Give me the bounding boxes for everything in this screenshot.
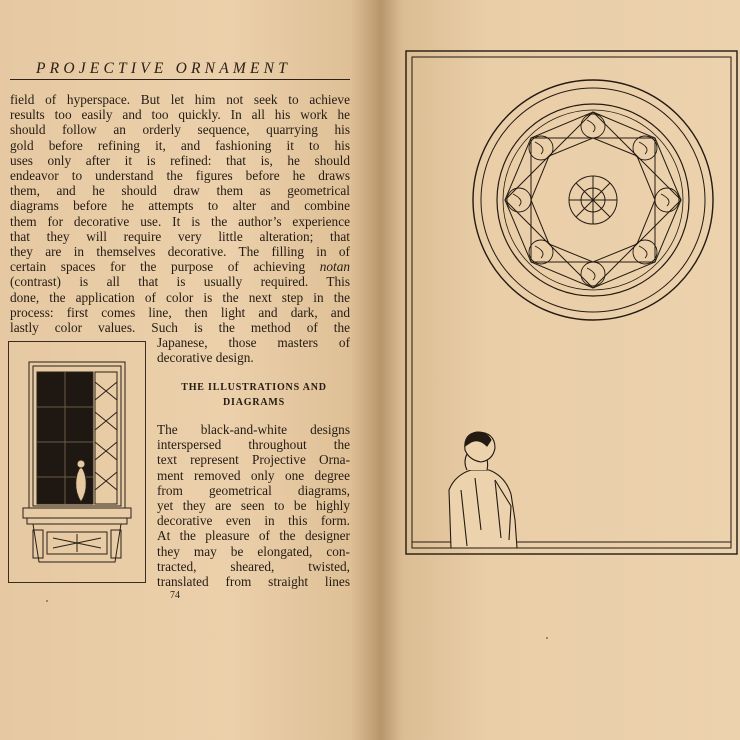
- text-line: uses only after it is refined: that is, he should: [10, 152, 350, 168]
- window-drawing: [9, 342, 145, 582]
- text-line: The black-and-white designs: [157, 422, 350, 437]
- paper-speck: [546, 637, 548, 639]
- plate-drawing: [405, 50, 738, 555]
- text-line: interspersed throughout the: [157, 437, 350, 453]
- section-heading-line: DIAGRAMS: [223, 397, 285, 408]
- text-line: ment removed only one degree: [157, 467, 350, 483]
- text-line: they are in themselves decorative. The filling in of: [10, 244, 350, 260]
- text-line: endeavor to understand the figures before he draws: [10, 168, 350, 184]
- window-illustration: [8, 341, 146, 583]
- second-column-text: [157, 422, 350, 589]
- text-line: [10, 259, 350, 274]
- text-line: them, and he should draw them as geometrical: [10, 183, 350, 199]
- text-line: should follow an orderly sequence, quarrying his: [10, 122, 350, 138]
- text-line: that they will require very little alteration; that: [10, 228, 350, 244]
- text-line-part: certain spaces for the purpose of achieving: [10, 259, 306, 275]
- text-line: they may be elongated, con-: [157, 543, 350, 559]
- text-line: Japanese, those masters of: [157, 335, 350, 351]
- page-number: 74: [170, 590, 180, 601]
- text-line: (contrast) is all that is usually required. This: [10, 274, 350, 290]
- text-line: decorative design.: [157, 350, 254, 366]
- text-line: text represent Projective Orna-: [157, 452, 350, 468]
- text-line: them for decorative use. It is the author’s experience: [10, 213, 350, 229]
- section-heading-line: THE ILLUSTRATIONS AND: [181, 382, 327, 393]
- text-line: gold before refining it, and fashioning it to his: [10, 137, 350, 153]
- running-head: PROJECTIVE ORNAMENT: [36, 60, 292, 77]
- text-line: At the pleasure of the designer: [157, 528, 350, 544]
- text-line: diagrams before he attempts to alter and combine: [10, 198, 350, 214]
- body-text: [10, 92, 350, 366]
- text-line: yet they are seen to be highly: [157, 498, 350, 514]
- text-line: results too easily and too quickly. In all his work he: [10, 107, 350, 123]
- text-line: from geometrical diagrams,: [157, 482, 350, 498]
- text-line: field of hyperspace. But let him not seek to achieve: [10, 92, 350, 107]
- header-rule: [10, 79, 350, 80]
- text-line: translated from straight lines: [157, 574, 350, 590]
- text-line: lastly color values. Such is the method of the: [10, 320, 350, 336]
- text-line: process: first comes line, then light and dark, and: [10, 304, 350, 320]
- text-line: decorative even in this form.: [157, 513, 350, 529]
- text-line: done, the application of color is the next step in the: [10, 289, 350, 305]
- rose-window-plate: [405, 50, 738, 555]
- paper-speck: [46, 600, 48, 602]
- text-line: tracted, sheared, twisted,: [157, 558, 350, 574]
- notan-term: notan: [319, 259, 350, 275]
- section-heading: [158, 380, 350, 410]
